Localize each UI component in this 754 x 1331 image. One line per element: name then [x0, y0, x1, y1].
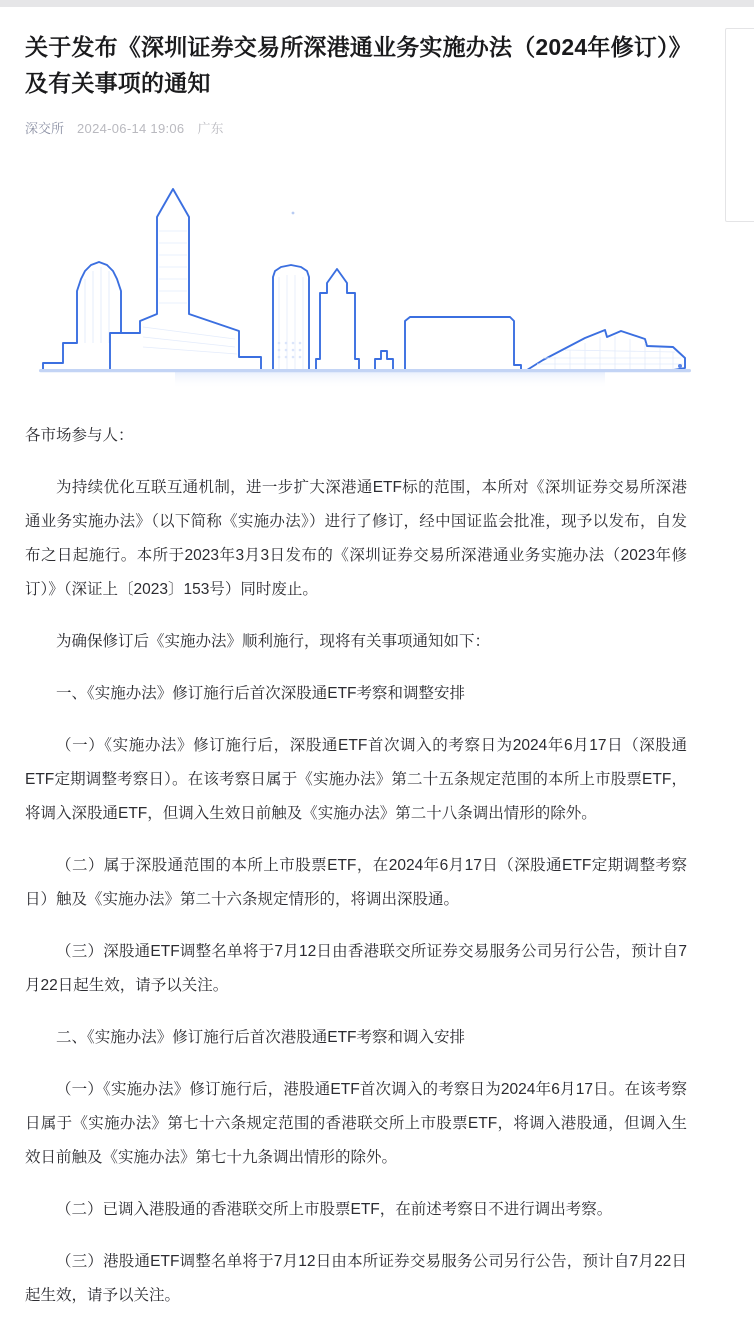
side-panel-card[interactable]	[725, 28, 754, 222]
paragraph-2-2: （二）已调入港股通的香港联交所上市股票ETF，在前述考察日不进行调出考察。	[56, 1201, 613, 1218]
building-group	[43, 189, 685, 370]
paragraph-notice-lead: 为确保修订后《实施办法》顺利施行，现将有关事项通知如下：	[56, 633, 491, 650]
paragraph-salutation: 各市场参与人：	[25, 427, 134, 444]
ground-shadow	[175, 371, 605, 389]
paragraph-1-1: （一）《实施办法》修订施行后，深股通ETF首次调入的考察日为2024年6月17日（深股通ETF定期调整考察日）。在该考察日属于《实施办法》第二十五条规定范围的本所上市股票ETF，将调入深股通ETF，但调入生效日前触及《实施办法》第二十八条调出情形的除外。	[25, 737, 687, 822]
meta-region: 广东	[197, 121, 224, 136]
paragraph-2-3: （三）港股通ETF调整名单将于7月12日由本所证券交易服务公司另行公告，预计自7月22日起生效，请予以关注。	[25, 1253, 687, 1304]
building-2-skyscraper	[110, 189, 261, 370]
section-heading-1: 一、《实施办法》修订施行后首次深股通ETF考察和调整安排	[56, 685, 466, 702]
paragraph-intro: 为持续优化互联互通机制，进一步扩大深港通ETF标的范围，本所对《深圳证券交易所深港通业务实施办法》（以下简称《实施办法》）进行了修订，经中国证监会批准，现予以发布，自发布之日起施行。本所于2023年3月3日发布的《深圳证券交易所深港通业务实施办法（2023年修订）》（深证上〔2023〕153号）同时废止。	[25, 479, 687, 598]
building-5-flat-block	[375, 351, 393, 370]
building-5-main-block	[405, 317, 521, 370]
page-title: 关于发布《深圳证券交易所深港通业务实施办法（2024年修订）》及有关事项的通知	[25, 34, 681, 96]
article-meta	[25, 120, 687, 138]
article-container	[0, 7, 712, 1331]
building-3-rounded-tower	[273, 265, 309, 370]
paragraph-1-3: （三）深股通ETF调整名单将于7月12日由香港联交所证券交易服务公司另行公告，预计自7月22日起生效，请予以关注。	[25, 943, 687, 994]
top-bar-strip	[0, 0, 754, 7]
meta-source[interactable]: 深交所	[25, 121, 65, 136]
skyline-illustration-svg	[25, 161, 705, 393]
article-body	[25, 419, 687, 1313]
accent-dot-left	[292, 212, 295, 215]
accent-dot-right	[678, 364, 682, 368]
section-heading-2: 二、《实施办法》修订施行后首次港股通ETF考察和调入安排	[56, 1029, 466, 1046]
paragraph-2-1: （一）《实施办法》修订施行后，港股通ETF首次调入的考察日为2024年6月17日。在该考察日属于《实施办法》第七十六条规定范围的香港联交所上市股票ETF，将调入港股通，但调入生效日前触及《实施办法》第七十九条调出情形的除外。	[25, 1081, 687, 1166]
ground-line	[39, 369, 691, 372]
meta-timestamp: 2024-06-14 19:06	[77, 121, 185, 136]
paragraph-1-2: （二）属于深股通范围的本所上市股票ETF，在2024年6月17日（深股通ETF定期调整考察日）触及《实施办法》第二十六条规定情形的，将调出深股通。	[25, 857, 687, 908]
skyline-illustration	[25, 161, 705, 393]
building-4-arched-tower	[316, 269, 359, 370]
